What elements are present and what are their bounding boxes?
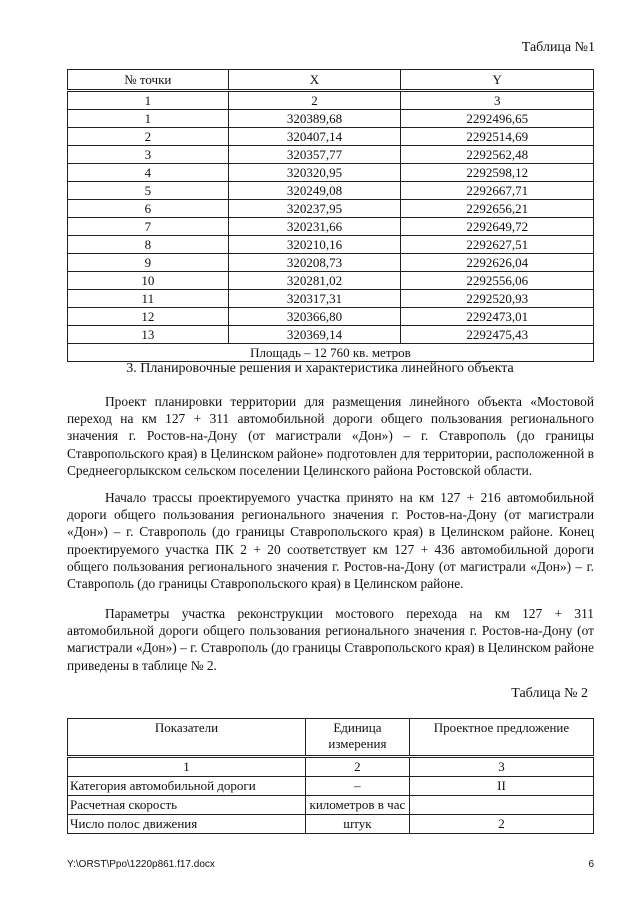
y-coordinate: 2292598,12 bbox=[401, 164, 594, 182]
table-row bbox=[68, 326, 594, 344]
x-coordinate: 320389,68 bbox=[228, 110, 401, 128]
point-number: 3 bbox=[68, 146, 229, 164]
table-row bbox=[68, 146, 594, 164]
table1-caption: Таблица №1 bbox=[521, 40, 595, 55]
point-number: 1 bbox=[68, 110, 229, 128]
table-row bbox=[68, 236, 594, 254]
column-number: 2 bbox=[228, 91, 401, 110]
point-number: 5 bbox=[68, 182, 229, 200]
table-row bbox=[68, 182, 594, 200]
table-row bbox=[68, 128, 594, 146]
paragraph-1 bbox=[67, 393, 594, 479]
footer-file-path: Y:\ORST\Ppo\1220p861.f17.docx bbox=[67, 859, 215, 870]
y-coordinate: 2292520,93 bbox=[401, 290, 594, 308]
column-number: 1 bbox=[68, 757, 306, 777]
y-coordinate: 2292626,04 bbox=[401, 254, 594, 272]
header-y: Y bbox=[401, 70, 594, 91]
header-point-number: № точки bbox=[68, 70, 229, 91]
table-row bbox=[68, 254, 594, 272]
x-coordinate: 320407,14 bbox=[228, 128, 401, 146]
y-coordinate: 2292562,48 bbox=[401, 146, 594, 164]
x-coordinate: 320231,66 bbox=[228, 218, 401, 236]
point-number: 8 bbox=[68, 236, 229, 254]
point-number: 7 bbox=[68, 218, 229, 236]
x-coordinate: 320320,95 bbox=[228, 164, 401, 182]
y-coordinate: 2292667,71 bbox=[401, 182, 594, 200]
area-row bbox=[68, 344, 594, 362]
unit: штук bbox=[305, 815, 409, 834]
column-numbering-row bbox=[68, 91, 594, 110]
unit: – bbox=[305, 777, 409, 796]
point-number: 11 bbox=[68, 290, 229, 308]
table-header-row bbox=[68, 70, 594, 91]
y-coordinate: 2292475,43 bbox=[401, 326, 594, 344]
header-proposal: Проектное предложение bbox=[409, 719, 593, 757]
point-number: 2 bbox=[68, 128, 229, 146]
x-coordinate: 320237,95 bbox=[228, 200, 401, 218]
paragraph-text: Проект планировки территории для размещения линейного объекта «Мостовой переход на км 127 + 311 автомобильной дороги общего пользования регионального значения г. Ростов-на-Дону (от магистрали «Дон») – г. Ставрополь (до границы Ставропольского края) в Целинском районе» подготовлен для территории, расположенной в Среднеегорлыкском сельском поселении Целинского района Ростовской области. bbox=[67, 394, 594, 478]
point-number: 10 bbox=[68, 272, 229, 290]
proposal-value: II bbox=[409, 777, 593, 796]
table-row bbox=[68, 290, 594, 308]
table-row bbox=[68, 815, 594, 834]
y-coordinate: 2292514,69 bbox=[401, 128, 594, 146]
y-coordinate: 2292496,65 bbox=[401, 110, 594, 128]
table-row bbox=[68, 272, 594, 290]
paragraph-text: Параметры участка реконструкции мостового перехода на км 127 + 311 автомобильной дороги общего пользования регионального значения г. Ростов-на-Дону (от магистрали «Дон») – г. Ставрополь (до границы Ставропольского края) в Целинском районе приведены в таблице № 2. bbox=[67, 606, 594, 673]
y-coordinate: 2292556,06 bbox=[401, 272, 594, 290]
point-number: 4 bbox=[68, 164, 229, 182]
x-coordinate: 320357,77 bbox=[228, 146, 401, 164]
proposal-value: 2 bbox=[409, 815, 593, 834]
x-coordinate: 320369,14 bbox=[228, 326, 401, 344]
paragraph-text: Начало трассы проектируемого участка принято на км 127 + 216 автомобильной дороги общего пользования регионального значения г. Ростов-на-Дону (от магистрали «Дон») – г. Ставрополь (до границы Ставропольского края) в Целинском районе. Конец проектируемого участка ПК 2 + 20 соответствует км 127 + 436 автомобильной дороги общего пользования регионального значения г. Ростов-на-Дону (от магистрали «Дон») – г. Ставрополь (до границы Ставропольского края) в Целинском районе. bbox=[67, 490, 594, 592]
table-row bbox=[68, 777, 594, 796]
table-row bbox=[68, 308, 594, 326]
column-number: 3 bbox=[401, 91, 594, 110]
indicator-name: Расчетная скорость bbox=[68, 796, 306, 815]
x-coordinate: 320317,31 bbox=[228, 290, 401, 308]
y-coordinate: 2292473,01 bbox=[401, 308, 594, 326]
column-numbering-row bbox=[68, 757, 594, 777]
y-coordinate: 2292656,21 bbox=[401, 200, 594, 218]
table-header-row bbox=[68, 719, 594, 757]
x-coordinate: 320210,16 bbox=[228, 236, 401, 254]
header-indicators: Показатели bbox=[68, 719, 306, 757]
table-row bbox=[68, 796, 594, 815]
table-row bbox=[68, 218, 594, 236]
table-row bbox=[68, 200, 594, 218]
point-number: 13 bbox=[68, 326, 229, 344]
point-number: 6 bbox=[68, 200, 229, 218]
x-coordinate: 320249,08 bbox=[228, 182, 401, 200]
coordinates-table bbox=[67, 69, 594, 362]
indicator-name: Категория автомобильной дороги bbox=[68, 777, 306, 796]
y-coordinate: 2292627,51 bbox=[401, 236, 594, 254]
header-x: X bbox=[228, 70, 401, 91]
column-number: 1 bbox=[68, 91, 229, 110]
section-heading: 3. Планировочные решения и характеристика линейного объекта bbox=[126, 361, 514, 376]
area-total: Площадь – 12 760 кв. метров bbox=[68, 344, 594, 362]
header-unit: Единица измерения bbox=[305, 719, 409, 757]
point-number: 12 bbox=[68, 308, 229, 326]
unit: километров в час bbox=[305, 796, 409, 815]
page-number: 6 bbox=[588, 859, 594, 870]
table-row bbox=[68, 164, 594, 182]
x-coordinate: 320366,80 bbox=[228, 308, 401, 326]
column-number: 3 bbox=[409, 757, 593, 777]
table-row bbox=[68, 110, 594, 128]
x-coordinate: 320281,02 bbox=[228, 272, 401, 290]
table2-caption: Таблица № 2 bbox=[511, 686, 588, 701]
column-number: 2 bbox=[305, 757, 409, 777]
point-number: 9 bbox=[68, 254, 229, 272]
proposal-value bbox=[409, 796, 593, 815]
parameters-table bbox=[67, 718, 594, 834]
paragraph-2 bbox=[67, 489, 594, 592]
y-coordinate: 2292649,72 bbox=[401, 218, 594, 236]
paragraph-3 bbox=[67, 605, 594, 674]
x-coordinate: 320208,73 bbox=[228, 254, 401, 272]
indicator-name: Число полос движения bbox=[68, 815, 306, 834]
